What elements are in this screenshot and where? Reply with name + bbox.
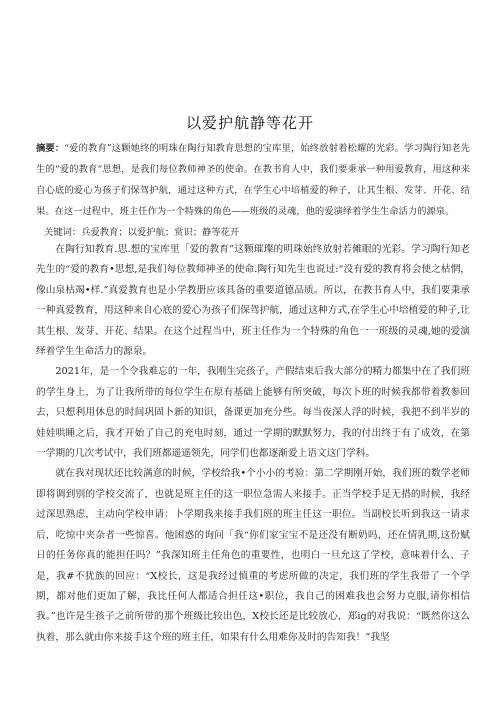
abstract-text: “爱的教育”这颗她终的明珠在陶行知教育思想的宝库里，始终放射着松耀的光彩。学习陶行知老先生的“爱的教育“思想，是我们每位教师神圣的使命。在教书育人中，我们要秉承一种用爱教育，用这种来自心底的爱心为孩子们保驾护航，通过这种方式，在学生心中培植爱的种子，让其生根、发芽、开花、结果。在这一过程中，班主任作为一个特殊的角色——班级的灵魂，他的爱演绎着学生生命活力的源泉。 (36, 143, 470, 217)
document-body (36, 240, 470, 648)
abstract-label: 摘要： (36, 143, 65, 154)
body-paragraph: 在陶行知教育.思.想的宝库里「爱的教育”这颗璀璨的明珠始终放射若傩眼的光彩。学习陶行知老先生的“爱的教育•思想,是我们每位教师神圣的使命.陶行知先生也说过:“没有爱的教育将会使之枯惘，像山泉枯竭•样.”真爱教育也是小学教册应该具备的重要道德品质。所以，在教书育人中，我们要秉承一种真爱教育，用这种来自心底的爱心为孩子们保驾护航，通过这种方式,在学生心中培植爱的种子,让其生根、发芽、开花、结果。在这个过程当中，班主任作为一个特殊的角色一一班级的灵魂,她的爱演绎着学生生命活力的源泉。 (36, 244, 470, 358)
abstract (36, 138, 470, 222)
body-paragraph: 就在我对现状还比较满意的时候，学校给我•个小小的考验：第二学期刚开始，我们班的数学老师即将调到别的学校交流了，也就是班主任的这一职位急需人来接手。正当学校手足无措的时候，我经过深思熟虑，主动向学校申请：卜学期我来接手我们班的班主任这一职位。当副校长听到我这一请求后，吃惊中夹杂者一些惊喜。他困惑的询问「我“你们家宝宝不是还没有断奶吗，还在情乳期,这份赋日的任务你真的能担任吗？”我深知班主任角色的重要性，也明白一旦允这了学校，意味着什么、子是，我#不犹族的回应：“X校长，这是我经过慎重的考虑所做的决定，我们班的学生我带了一个学期，都对他们更加了解，我比任何人都适合担任这•职位，我自己的困难我也会努力克服,请你相信我。”也许是生孩子之前所带的那个班级比较出色，X校长还是比较放心，郑ig的对我说：“既然你这么执着，那么就由你来接手这个班的班主任，如果有什么用难你及时的告知我！”我坚 (36, 468, 470, 643)
body-paragraph: 2021年，是一个令我难忘的一年，我刚生完孩子，产假结束后我大部分的精力都集中在了我们班的学生身上，为了让我所带的每位学生在原有基础上能够有所突破，每次卜班的时候我都带着教参回去，只想利用休息的时间巩固卜新的知识，备课更加充分些。每当夜深人浮的时候，我把不到半岁的娃娃哄睡之后，我才开始了自己的充电时刻，通过一学期的默默努力，我的付出终于有了成效，在第一学期的几次考试中，我们班都遥遥领先，同学们也都逐渐爱上语文这门学科。 (36, 366, 470, 460)
document-title: 以爱护航静等花开 (185, 114, 314, 132)
keywords: 关键词：兵爱教育；以爱护航；赏识；静等花开 (44, 227, 240, 238)
